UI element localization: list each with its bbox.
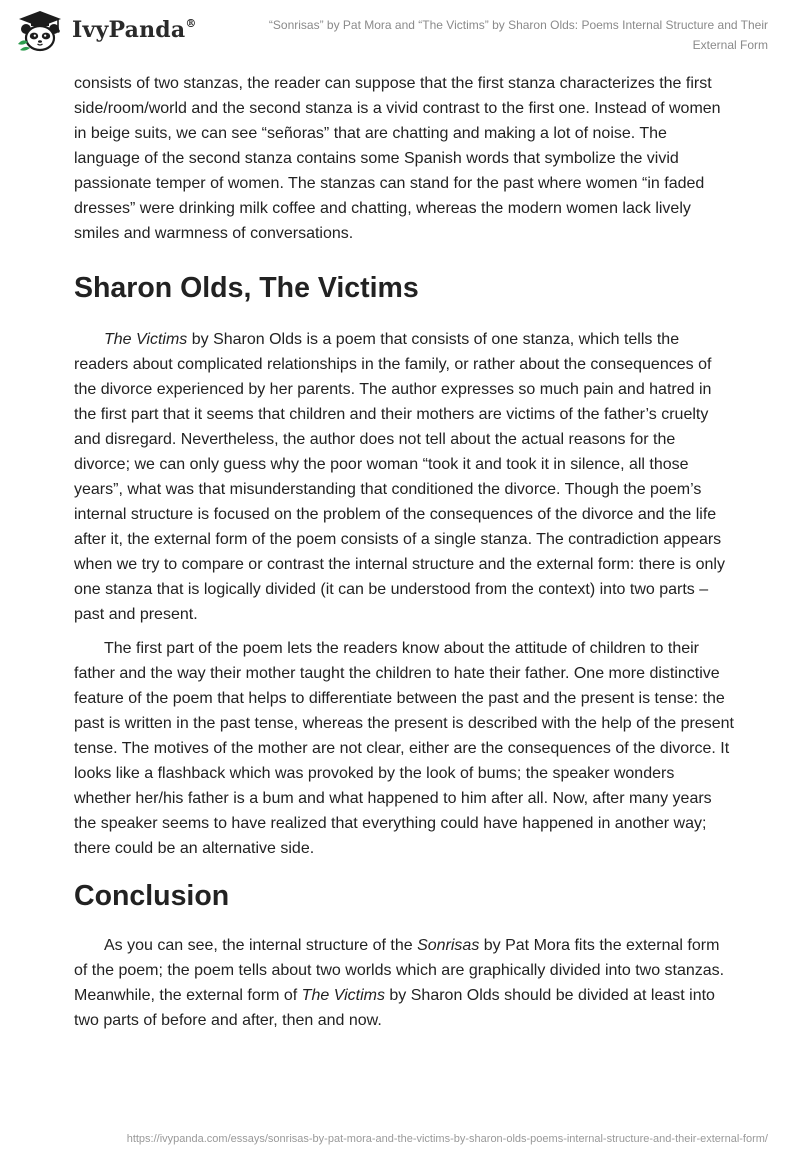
- logo-wordmark: IvyPanda®: [72, 17, 197, 43]
- essay-body: [74, 71, 734, 1033]
- poem-title-sonrisas: Sonrisas: [417, 937, 480, 954]
- heading-sharon-olds: Sharon Olds, The Victims: [74, 272, 419, 304]
- paragraph-olds-2: The first part of the poem lets the readers know about the attitude of children to their father and the way their mother taught the children to hate their father. One more distinctive feature of the poem that helps to differentiate between the past and the present is tense: the past is written in the past tense, whereas the present is described with the help of the present tense. The motives of the mother are not clear, either are the consequences of the divorce. It looks like a flashback which was provoked by the look of bums; the speaker wonders whether her/his father is a bum and what happened to him after all. Now, after many years the speaker seems to have realized that everything could have happened in another way; there could be an alternative side.: [74, 640, 734, 857]
- footer-source-url[interactable]: https://ivypanda.com/essays/sonrisas-by-pat-mora-and-the-victims-by-sharon-olds-poems-internal-structure-and-their-external-form/: [126, 1133, 768, 1145]
- paragraph-intro: consists of two stanzas, the reader can suppose that the first stanza characterizes the first side/room/world and the second stanza is a vivid contrast to the first one. Instead of women in beige suits, we can see “señoras” that are chatting and making a lot of noise. The language of the second stanza contains some Spanish words that symbolize the vivid passionate temper of women. The stanzas can stand for the past where women “in faded dresses” were drinking milk coffee and chatting, whereas the modern women lack lively smiles and warmness of conversations.: [74, 75, 721, 242]
- panda-graduate-icon: [14, 8, 66, 52]
- paragraph-olds-1: The Victims by Sharon Olds is a poem that consists of one stanza, which tells the readers about complicated relationships in the family, or rather about the consequences of the divorce experienced by her parents. The author expresses so much pain and hatred in the first part that it seems that children and their mothers are victims of the father’s cruelty and disregard. Nevertheless, the author does not tell about the actual reasons for the divorce; we can only guess why the poor woman “took it and took it in silence, all those years”, what was that misunderstanding that conditioned the divorce. Though the poem’s internal structure is focused on the problem of the consequences of the divorce and the life after it, the external form of the poem consists of a single stanza. The contradiction appears when we try to compare or contrast the internal structure and the external form: there is only one stanza that is logically divided (it can be understood from the context) into two parts – past and present.: [74, 331, 725, 623]
- heading-conclusion: Conclusion: [74, 880, 230, 912]
- document-title: “Sonrisas” by Pat Mora and “The Victims” by Sharon Olds: Poems Internal Structure and Their External Form: [268, 18, 768, 52]
- ivypanda-logo[interactable]: [14, 8, 197, 52]
- poem-title-victims: The Victims: [104, 331, 188, 348]
- registered-mark: ®: [185, 17, 197, 30]
- poem-title-victims: The Victims: [301, 987, 385, 1004]
- page-header: [0, 0, 800, 70]
- paragraph-conclusion: As you can see, the internal structure of the Sonrisas by Pat Mora fits the external form of the poem; the poem tells about two worlds which are graphically divided into two stanzas. Meanwhile, the external form of The Victims by Sharon Olds should be divided at least into two parts of before and after, then and now.: [74, 937, 725, 1029]
